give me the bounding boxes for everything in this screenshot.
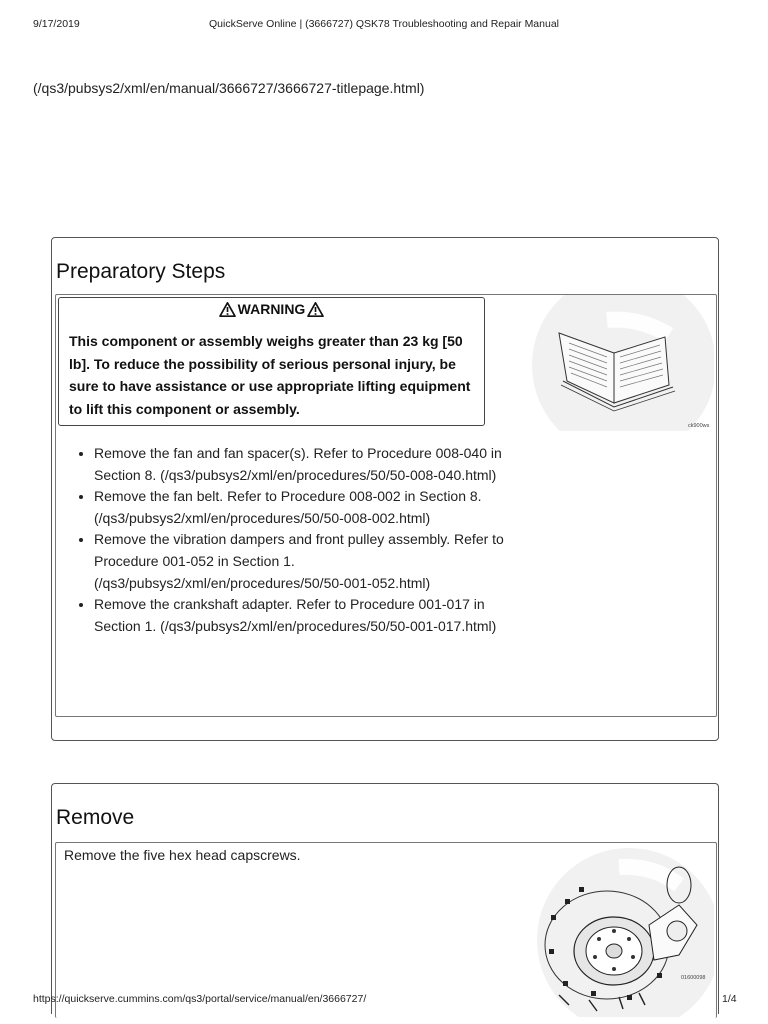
warning-text: This component or assembly weighs greater than 23 kg [50 lb]. To reduce the possibility of serious personal injury, be sure to have assistance or use appropriate lifting equipment to lift this component or assembly. — [69, 333, 471, 417]
preparatory-steps-content — [55, 294, 717, 717]
open-book-icon — [519, 295, 714, 431]
section-title: Preparatory Steps — [56, 260, 226, 283]
preparatory-steps-section — [51, 237, 719, 741]
section-title: Remove — [56, 806, 135, 829]
print-date: 9/17/2019 — [33, 18, 80, 30]
capscrew-illustration — [519, 845, 714, 1017]
housing-capscrews-icon — [519, 845, 714, 1017]
preparatory-steps-list — [76, 443, 514, 637]
print-header-title: QuickServe Online | (3666727) QSK78 Troubleshooting and Repair Manual — [208, 18, 560, 30]
figure-code: 01600098 — [681, 975, 706, 981]
titlepage-link[interactable]: (/qs3/pubsys2/xml/en/manual/3666727/3666727-titlepage.html) — [33, 80, 425, 96]
footer-url: https://quickserve.cummins.com/qs3/portal/service/manual/en/3666727/ — [33, 993, 367, 1005]
warning-heading — [59, 301, 484, 317]
list-item: • Remove the fan belt. Refer to Procedure 008-002 in Section 8. (/qs3/pubsys2/xml/en/procedures/50/50-008-002.html) — [94, 486, 514, 529]
list-item: • Remove the vibration dampers and front pulley assembly. Refer to Procedure 001-052 in Section 1. (/qs3/pubsys2/xml/en/procedures/50/50-001-052.html) — [94, 529, 514, 594]
list-item: • Remove the fan and fan spacer(s). Refer to Procedure 008-040 in Section 8. (/qs3/pubsys2/xml/en/procedures/50/50-008-040.html) — [94, 443, 514, 486]
manual-book-illustration — [519, 295, 714, 431]
figure-code: ck900ws — [688, 423, 710, 429]
remove-content — [55, 842, 717, 1018]
warning-triangle-icon — [307, 302, 324, 317]
warning-label: WARNING — [237, 301, 306, 317]
remove-instruction: Remove the five hex head capscrews. — [64, 847, 301, 863]
warning-box — [58, 297, 485, 426]
remove-section — [51, 783, 719, 1014]
list-item: • Remove the crankshaft adapter. Refer to Procedure 001-017 in Section 1. (/qs3/pubsys2/xml/en/procedures/50/50-001-017.html) — [94, 594, 514, 637]
warning-triangle-icon — [219, 302, 236, 317]
page-number: 1/4 — [722, 993, 737, 1005]
